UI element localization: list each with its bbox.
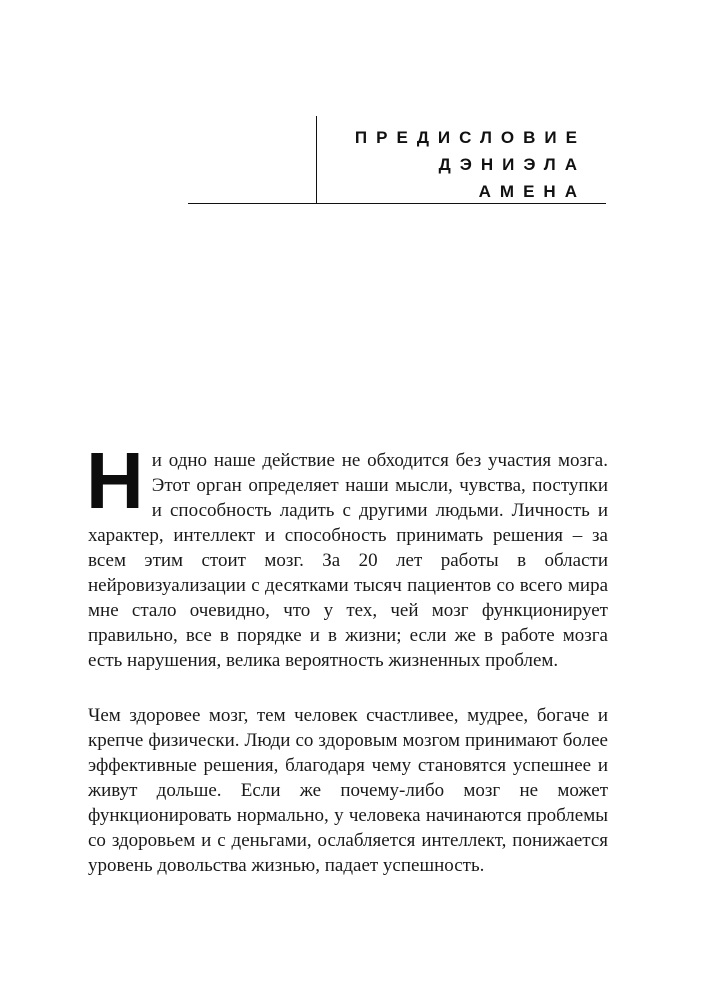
chapter-title-line-1: ПРЕДИСЛОВИЕ [354, 128, 586, 147]
body-text [86, 436, 608, 878]
drop-cap: Н [86, 436, 144, 525]
paragraph-2: Чем здоровее мозг, тем человек счастливее, мудрее, богаче и крепче физически. Люди со здоровым мозгом принимают более эффективные решения, благодаря чему становятся успешнее и живут дольше. Если же почему-либо мозг не может функционировать нормально, у человека начинаются проблемы со здоровьем и с деньгами, ослабляется интеллект, понижается уровень довольства жизнью, падает успешность. [88, 705, 608, 876]
header-vertical-rule [316, 116, 317, 204]
paragraph-1-text: и одно наше действие не обходится без участия мозга. Этот орган определяет наши мысли, чувства, поступки и способность ладить с другими людьми. Личность и характер, интеллект и способность принимать решения – за всем этим стоит мозг. За 20 лет работы в области нейровизуализации с десятками тысяч пациентов со всего мира мне стало очевидно, что у тех, чей мозг функционирует правильно, все в порядке и в жизни; если же в работе мозга есть нарушения, велика вероятность жизненных проблем. [88, 450, 608, 671]
chapter-title-line-3: АМЕНА [478, 182, 586, 201]
paragraph-1 [86, 436, 608, 673]
chapter-title-line-2: ДЭНИЭЛА [438, 155, 586, 174]
chapter-title [355, 124, 586, 205]
